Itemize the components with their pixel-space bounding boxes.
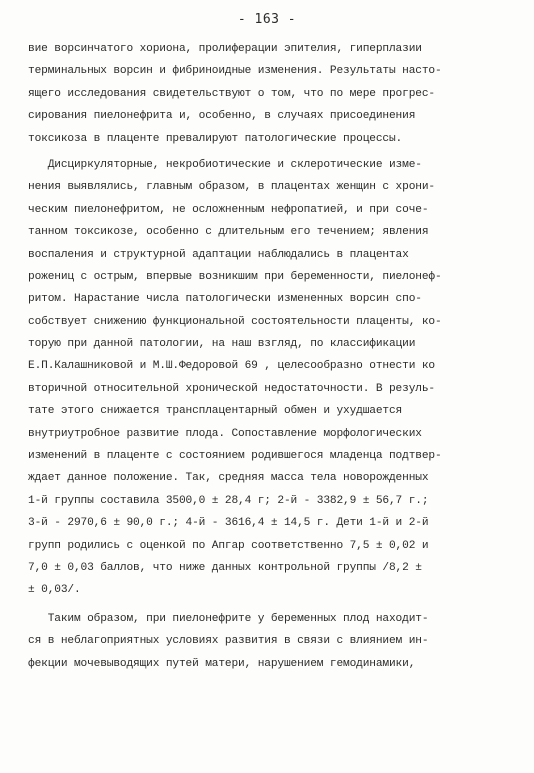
text-line: Дисциркуляторные, некробиотические и склеротические изме- — [28, 158, 422, 171]
text-line: собствует снижению функциональной состоятельности плаценты, ко- — [28, 315, 442, 328]
text-line: танном токсикозе, особенно с длительным его течением; явления — [28, 226, 429, 239]
paragraph-3 — [28, 608, 506, 675]
body-text — [28, 38, 506, 675]
text-line: ящего исследования свидетельствуют о том, что по мере прогрес- — [28, 87, 435, 100]
text-line: ритом. Нарастание числа патологически измененных ворсин спо- — [28, 293, 422, 306]
text-line: ся в неблагоприятных условиях развития в связи с влиянием ин- — [28, 635, 429, 648]
text-line: ± 0,03/. — [28, 584, 81, 597]
text-line: терминальных ворсин и фибриноидные изменения. Результаты насто- — [28, 65, 442, 78]
text-line: фекции мочевыводящих путей матери, нарушением гемодинамики, — [28, 657, 416, 670]
text-line: торую при данной патологии, на наш взгляд, по классификации — [28, 338, 416, 351]
text-line: нения выявлялись, главным образом, в плацентах женщин с хрони- — [28, 181, 435, 194]
paragraph-2 — [28, 154, 506, 602]
text-line: 3-й - 2970,6 ± 90,0 г.; 4-й - 3616,4 ± 14,5 г. Дети 1-й и 2-й — [28, 517, 429, 530]
text-line: 7,0 ± 0,03 баллов, что ниже данных контрольной группы /8,2 ± — [28, 561, 422, 574]
text-line: воспаления и структурной адаптации наблюдались в плацентах — [28, 248, 409, 261]
text-line: Е.П.Калашниковой и М.Ш.Федоровой 69 , целесообразно отнести ко — [28, 360, 435, 373]
text-line: вие ворсинчатого хориона, пролиферации эпителия, гиперплазии — [28, 43, 422, 55]
text-line: сирования пиелонефрита и, особенно, в случаях присоединения — [28, 110, 416, 123]
paragraph-1 — [28, 38, 506, 150]
text-line: ческим пиелонефритом, не осложненным нефропатией, и при соче- — [28, 203, 429, 216]
text-line: токсикоза в плаценте превалируют патологические процессы. — [28, 132, 403, 145]
page-number: - 163 - — [237, 12, 297, 27]
text-line: 1-й группы составила 3500,0 ± 28,4 г; 2-й - 3382,9 ± 56,7 г.; — [28, 494, 429, 507]
text-line: вторичной относительной хронической недостаточности. В резуль- — [28, 382, 435, 395]
text-line: групп родились с оценкой по Апгар соответственно 7,5 ± 0,02 и — [28, 539, 429, 552]
text-line: внутриутробное развитие плода. Сопоставление морфологических — [28, 427, 422, 440]
text-line: тате этого снижается трансплацентарный обмен и ухудшается — [28, 405, 403, 418]
text-line: ждает данное положение. Так, средняя масса тела новорожденных — [28, 472, 429, 485]
text-line: рожениц с острым, впервые возникшим при беременности, пиелонеф- — [28, 270, 442, 283]
text-line: изменений в плаценте с состоянием родившегося младенца подтвер- — [28, 450, 442, 463]
text-line: Таким образом, при пиелонефрите у беременных плод находит- — [28, 612, 429, 625]
